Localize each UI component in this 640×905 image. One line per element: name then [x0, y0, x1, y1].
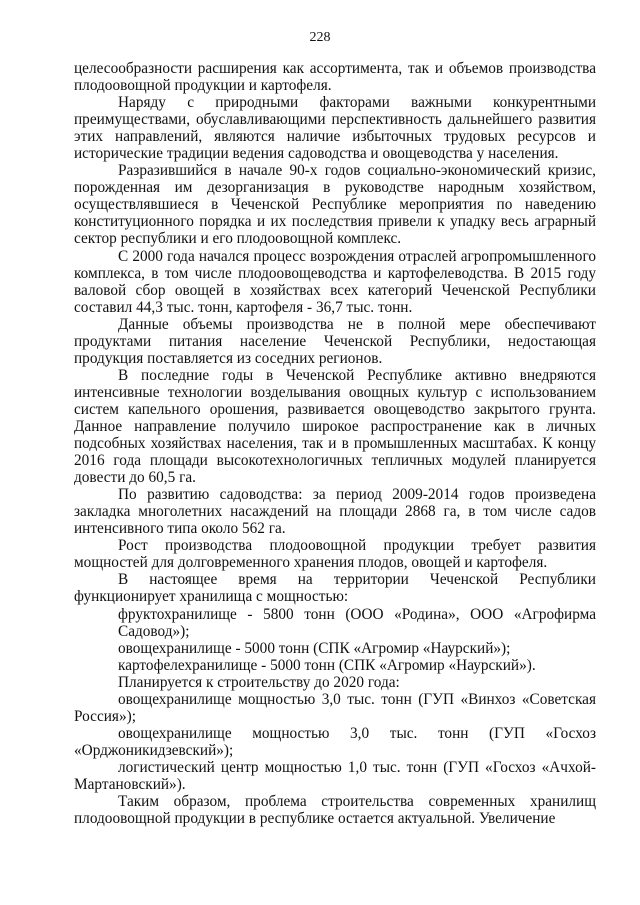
paragraph: целесообразности расширения как ассортимента, так и объемов производства плодоовощной продукции и картофеля. — [74, 60, 596, 95]
paragraph: Планируется к строительству до 2020 года: — [118, 673, 400, 691]
list-item: овощехранилище мощностью 3,0 тыс. тонн (ГУП «Винхоз «Советская Россия»); — [74, 690, 596, 725]
paragraph: Данные объемы производства не в полной мере обеспечивают продуктами питания население Чеченской Республики, недостающая продукция поставляется из соседних регионов. — [74, 315, 596, 367]
paragraph: В последние годы в Чеченской Республике активно внедряются интенсивные технологии возделывания овощных культур с использованием систем капельного орошения, развивается овощеводство закрытого грунта. Данное направление получило широкое распространение как в личных подсобных хозяйствах населения, так и в промышленных масштабах. К концу 2016 года площади высокотехнологичных тепличных модулей планируется довести до 60,5 га. — [74, 366, 596, 487]
paragraph: С 2000 года начался процесс возрождения отраслей агропромышленного комплекса, в том числе плодоовощеводства и картофелеводства. В 2015 году валовой сбор овощей в хозяйствах всех категорий Чеченской Республики составил 44,3 тыс. тонн, картофеля - 36,7 тыс. тонн. — [74, 247, 596, 316]
paragraph: В настоящее время на территории Чеченской Республики функционирует хранилища с мощностью: — [74, 571, 596, 606]
document-body — [74, 60, 596, 827]
paragraph: Наряду с природными факторами важными конкурентными преимуществами, обуславливающими перспективность дальнейшего развития этих направлений, являются наличие избыточных трудовых ресурсов и исторические традиции ведения садоводства и овощеводства у населения. — [74, 94, 596, 163]
paragraph: Рост производства плодоовощной продукции требует развития мощностей для долговременного хранения плодов, овощей и картофеля. — [74, 537, 596, 572]
paragraph: По развитию садоводства: за период 2009-2014 годов произведена закладка многолетних насаждений на площади 2868 га, в том числе садов интенсивного типа около 562 га. — [74, 486, 596, 538]
paragraph: Разразившийся в начале 90-х годов социально-экономический кризис, порожденная им дезорганизация в руководстве народным хозяйством, осуществлявшиеся в Чеченской Республике мероприятия по наведению конституционного порядка и их последствия привели к упадку весь аграрный сектор республики и его плодоовощной комплекс. — [74, 162, 596, 248]
list-item: овощехранилище мощностью 3,0 тыс. тонн (ГУП «Госхоз «Орджоникидзевский»); — [74, 724, 596, 759]
list-item: овощехранилище - 5000 тонн (СПК «Агромир «Наурский»); — [118, 639, 511, 657]
list-item: картофелехранилище - 5000 тонн (СПК «Агромир «Наурский»). — [118, 656, 536, 674]
paragraph: Таким образом, проблема строительства современных хранилищ плодоовощной продукции в республике остается актуальной. Увеличение — [74, 793, 596, 828]
page-number: 228 — [309, 30, 331, 45]
list-item: фруктохранилище - 5800 тонн (ООО «Родина», ООО «Агрофирма Садовод»); — [118, 605, 596, 640]
list-item: логистический центр мощностью 1,0 тыс. тонн (ГУП «Госхоз «Ачхой-Мартановский»). — [74, 758, 596, 793]
